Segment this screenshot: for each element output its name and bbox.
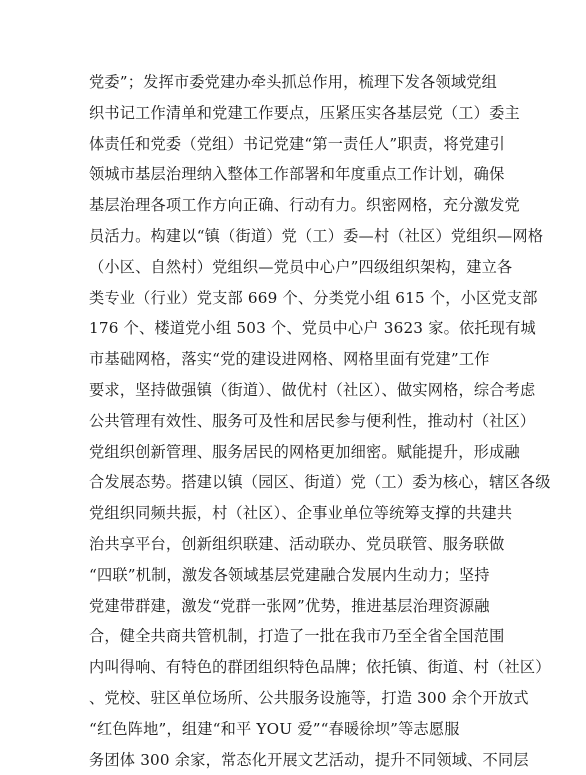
text-line: “四联”机制，激发各领域基层党建融合发展内生动力；坚持 [89, 565, 490, 584]
text-line: 合发展态势。搭建以镇（园区、街道）党（工）委为核心，辖区各级 [89, 473, 551, 492]
text-line: 市基础网格，落实“党的建设进网格、网格里面有党建”工作 [89, 350, 490, 369]
text-line: 党建带群建，激发“党群一张网”优势，推进基层治理资源融 [89, 596, 490, 615]
text-line: 体责任和党委（党组）书记党建“第一责任人”职责，将党建引 [89, 134, 506, 153]
text-line: 合，健全共商共管机制，打造了一批在我市乃至全省全国范围 [89, 627, 505, 646]
text-line: 公共管理有效性、服务可及性和居民参与便利性，推动村（社区） [89, 411, 536, 430]
text-line: 内叫得响、有特色的群团组织特色品牌；依托镇、街道、村（社区） [89, 658, 551, 677]
text-line: 党组织同频共振，村（社区）、企事业单位等统筹支撑的共建共 [89, 504, 513, 523]
text-line: 织书记工作清单和党建工作要点，压紧压实各基层党（工）委主 [89, 103, 520, 122]
text-line: 务团体 300 余家，常态化开展文艺活动，提升不同领域、不同层 [89, 750, 529, 769]
text-line: 党委”；发挥市委党建办牵头抓总作用，梳理下发各领域党组 [89, 73, 498, 91]
text-line: 176 个、楼道党小组 503 个、党员中心户 3623 家。依托现有城 [89, 319, 536, 338]
text-line: “红色阵地”，组建“和平 YOU 爱”“春暖徐坝”等志愿服 [89, 719, 460, 738]
text-line: 类专业（行业）党支部 669 个、分类党小组 615 个，小区党支部 [89, 288, 538, 307]
text-line: 基层治理各项工作方向正确、行动有力。织密网格，充分激发党 [89, 196, 520, 215]
text-line: 治共享平台，创新组织联建、活动联办、党员联管、服务联做 [89, 534, 505, 553]
text-line: 员活力。构建以“镇（街道）党（工）委—村（社区）党组织—网格 [89, 226, 544, 245]
text-line: （小区、自然村）党组织—党员中心户”四级组织架构，建立各 [89, 257, 513, 276]
text-line: 、党校、驻区单位场所、公共服务设施等，打造 300 余个开放式 [89, 688, 529, 707]
text-line: 党组织创新管理、服务居民的网格更加细密。赋能提升，形成融 [89, 442, 520, 461]
body-text [89, 67, 551, 775]
text-line: 要求，坚持做强镇（街道）、做优村（社区）、做实网格，综合考虑 [89, 380, 536, 399]
text-line: 领城市基层治理纳入整体工作部署和年度重点工作计划，确保 [89, 165, 505, 184]
